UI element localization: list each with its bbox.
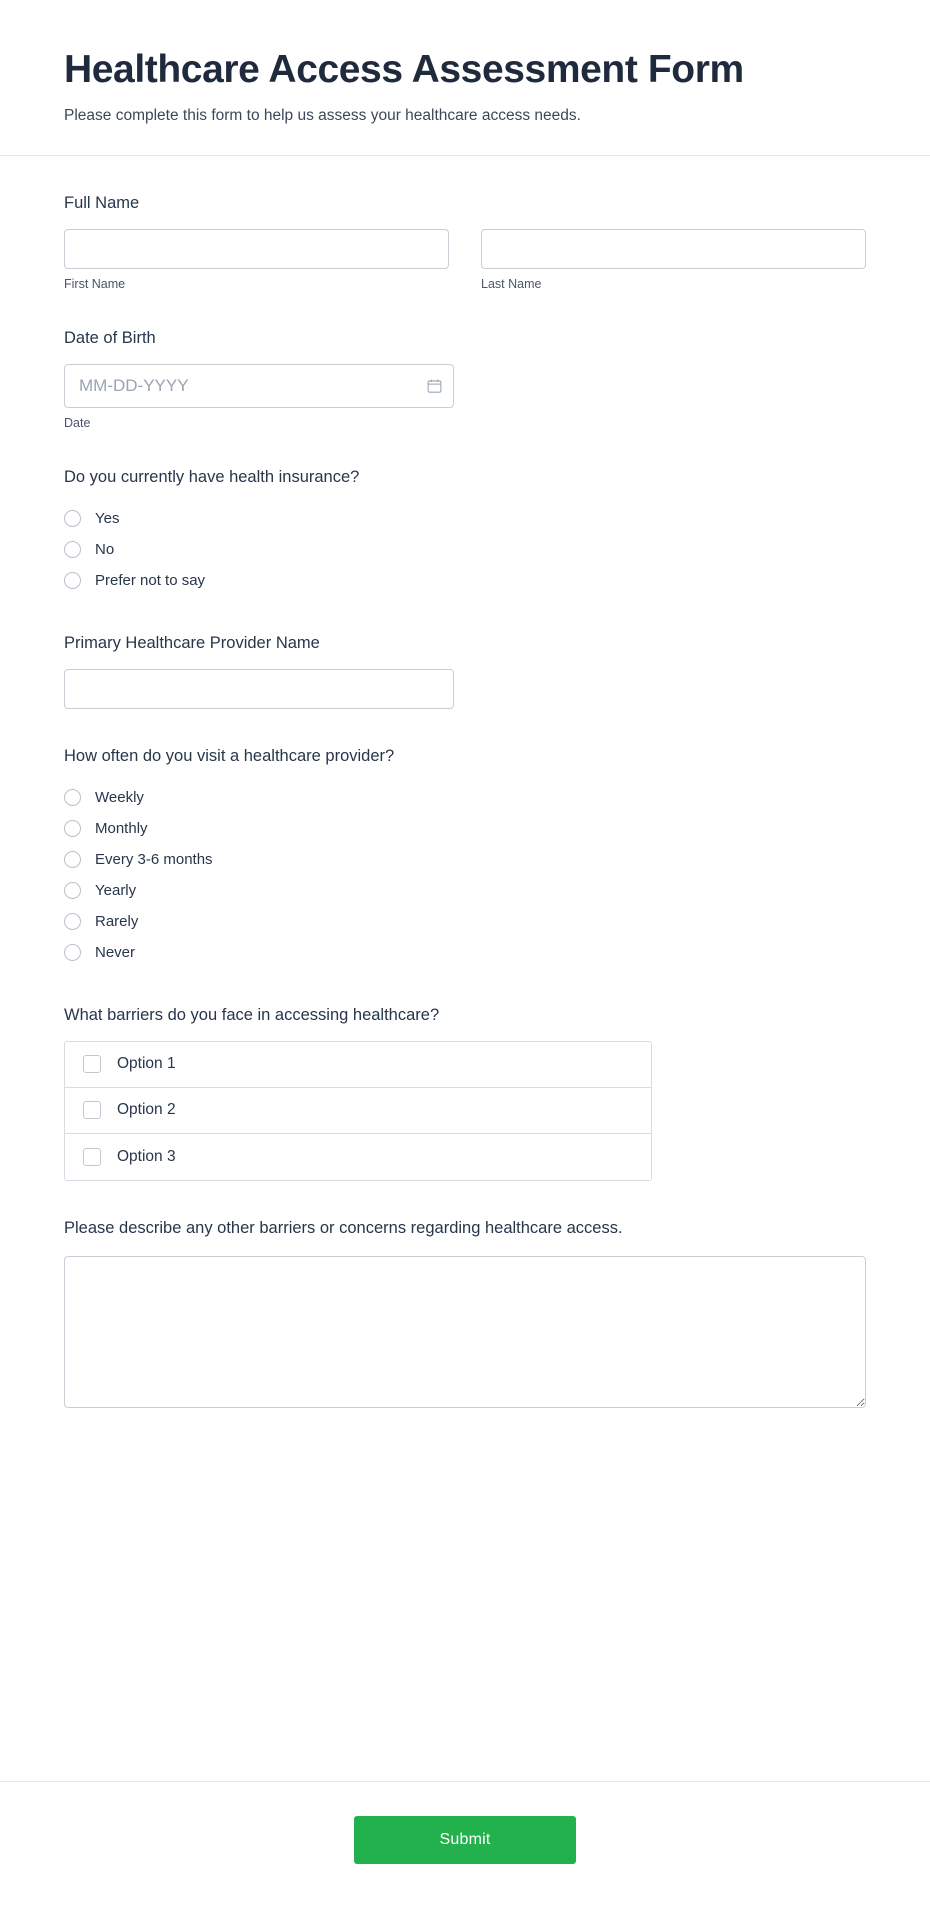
barriers-label: What barriers do you face in accessing healthcare? <box>64 1005 440 1024</box>
radio-label: Prefer not to say <box>95 571 206 589</box>
radio-label: Never <box>95 943 136 961</box>
radio-icon[interactable] <box>64 882 81 899</box>
radio-label: No <box>95 540 115 558</box>
field-visit-frequency <box>64 747 866 968</box>
provider-name-label: Primary Healthcare Provider Name <box>64 633 320 652</box>
form-footer <box>0 1781 930 1910</box>
page-subtitle: Please complete this form to help us assess your healthcare access needs. <box>64 106 581 124</box>
radio-option-insurance-no[interactable] <box>64 534 866 565</box>
first-name-sublabel: First Name <box>64 276 126 291</box>
date-of-birth-label: Date of Birth <box>64 328 156 347</box>
submit-button[interactable]: Submit <box>354 1816 576 1864</box>
checkbox-label: Option 2 <box>117 1101 176 1119</box>
last-name-sublabel: Last Name <box>481 276 542 291</box>
visit-frequency-label: How often do you visit a healthcare provider? <box>64 746 395 765</box>
field-barriers <box>64 1006 866 1181</box>
last-name-input[interactable] <box>481 229 866 269</box>
barriers-option-table <box>64 1041 652 1181</box>
radio-icon[interactable] <box>64 572 81 589</box>
other-barriers-label: Please describe any other barriers or concerns regarding healthcare access. <box>64 1218 623 1237</box>
full-name-label: Full Name <box>64 193 140 212</box>
insurance-options <box>64 503 866 596</box>
last-name-column <box>481 229 866 291</box>
radio-label: Every 3-6 months <box>95 850 213 868</box>
checkbox-icon[interactable] <box>83 1148 101 1166</box>
field-full-name <box>64 194 866 291</box>
insurance-label: Do you currently have health insurance? <box>64 467 360 486</box>
checkbox-icon[interactable] <box>83 1101 101 1119</box>
field-insurance <box>64 468 866 596</box>
checkbox-option-2[interactable] <box>65 1088 651 1134</box>
full-name-row <box>64 229 866 291</box>
radio-option-every-3-6-months[interactable] <box>64 844 866 875</box>
other-barriers-textarea[interactable] <box>64 1256 866 1408</box>
radio-label: Rarely <box>95 912 139 930</box>
radio-option-rarely[interactable] <box>64 906 866 937</box>
checkbox-icon[interactable] <box>83 1055 101 1073</box>
radio-icon[interactable] <box>64 789 81 806</box>
radio-icon[interactable] <box>64 510 81 527</box>
date-input-wrapper <box>64 364 454 408</box>
radio-option-insurance-yes[interactable] <box>64 503 866 534</box>
radio-icon[interactable] <box>64 913 81 930</box>
field-date-of-birth <box>64 329 866 430</box>
field-provider-name <box>64 634 866 709</box>
radio-icon[interactable] <box>64 851 81 868</box>
radio-label: Yes <box>95 509 120 527</box>
date-of-birth-input[interactable] <box>64 364 454 408</box>
radio-option-monthly[interactable] <box>64 813 866 844</box>
radio-label: Weekly <box>95 788 144 806</box>
form-header <box>0 0 930 156</box>
checkbox-label: Option 1 <box>117 1055 176 1073</box>
page-title: Healthcare Access Assessment Form <box>64 48 744 91</box>
radio-icon[interactable] <box>64 820 81 837</box>
radio-label: Monthly <box>95 819 148 837</box>
date-sublabel: Date <box>64 415 91 430</box>
form-body <box>0 156 930 1753</box>
radio-icon[interactable] <box>64 944 81 961</box>
radio-option-insurance-prefer-not-to-say[interactable] <box>64 565 866 596</box>
provider-name-input[interactable] <box>64 669 454 709</box>
first-name-column <box>64 229 449 291</box>
radio-icon[interactable] <box>64 541 81 558</box>
radio-option-never[interactable] <box>64 937 866 968</box>
radio-option-weekly[interactable] <box>64 782 866 813</box>
checkbox-label: Option 3 <box>117 1147 176 1165</box>
first-name-input[interactable] <box>64 229 449 269</box>
radio-label: Yearly <box>95 881 137 899</box>
checkbox-option-1[interactable] <box>65 1042 651 1088</box>
field-other-barriers <box>64 1219 866 1408</box>
radio-option-yearly[interactable] <box>64 875 866 906</box>
checkbox-option-3[interactable] <box>65 1134 651 1180</box>
visit-frequency-options <box>64 782 866 968</box>
